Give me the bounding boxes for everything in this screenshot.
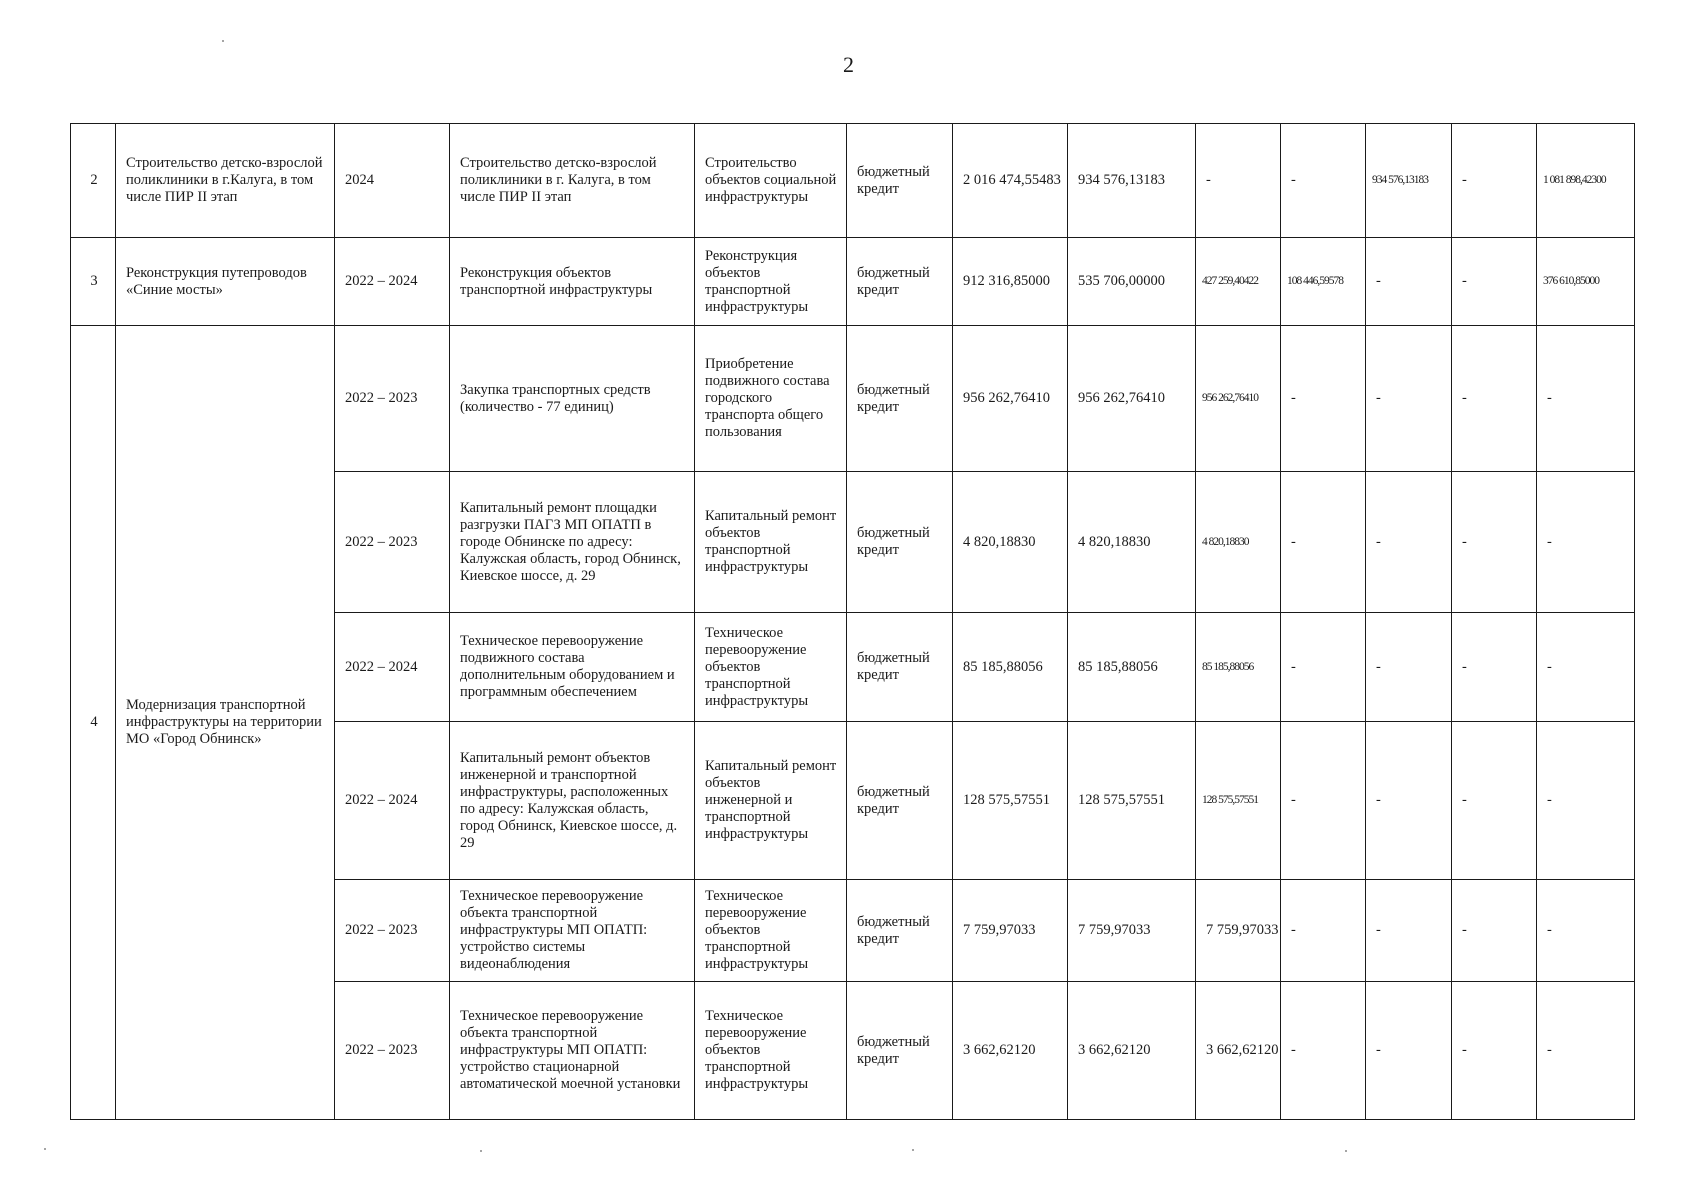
amount-cell: 128 575,57551 (1196, 722, 1281, 880)
amount-cell: 7 759,97033 (1068, 880, 1196, 982)
amount-cell: - (1537, 613, 1635, 722)
scan-speck (480, 1150, 482, 1152)
activity-cell: Строительство детско-взрослой поликлиники в г. Калуга, в том числе ПИР II этап (450, 124, 695, 238)
amount-cell: - (1537, 472, 1635, 613)
amount-cell: - (1281, 722, 1366, 880)
funding-source-cell: бюджетный кредит (847, 326, 953, 472)
amount-cell: - (1452, 238, 1537, 326)
period-cell: 2022 – 2023 (335, 326, 450, 472)
amount-total: 128 575,57551 (953, 722, 1068, 880)
amount-cell: - (1366, 238, 1452, 326)
scan-speck (912, 1149, 914, 1151)
object-type-cell: Техническое перевооружение объектов транспортной инфраструктуры (695, 880, 847, 982)
amount-cell: 934 576,13183 (1366, 124, 1452, 238)
activity-cell: Реконструкция объектов транспортной инфраструктуры (450, 238, 695, 326)
object-type-cell: Строительство объектов социальной инфраструктуры (695, 124, 847, 238)
amount-total: 912 316,85000 (953, 238, 1068, 326)
amount-cell: - (1196, 124, 1281, 238)
funding-source-cell: бюджетный кредит (847, 124, 953, 238)
amount-cell: - (1366, 722, 1452, 880)
financing-table (70, 123, 1635, 1120)
amount-cell: - (1366, 613, 1452, 722)
object-type-cell: Капитальный ремонт объектов транспортной инфраструктуры (695, 472, 847, 613)
amount-cell: - (1366, 326, 1452, 472)
amount-total: 4 820,18830 (953, 472, 1068, 613)
amount-cell: - (1281, 472, 1366, 613)
amount-cell: - (1366, 982, 1452, 1120)
amount-cell: - (1452, 880, 1537, 982)
amount-cell: 956 262,76410 (1196, 326, 1281, 472)
funding-source-cell: бюджетный кредит (847, 238, 953, 326)
period-cell: 2022 – 2023 (335, 472, 450, 613)
amount-cell: - (1281, 613, 1366, 722)
activity-cell: Техническое перевооружение объекта транспортной инфраструктуры МП ОПАТП: устройство системы видеонаблюдения (450, 880, 695, 982)
amount-cell: 85 185,88056 (1068, 613, 1196, 722)
activity-cell: Капитальный ремонт объектов инженерной и транспортной инфраструктуры, расположенных по адресу: Калужская область, город Обнинск, Киевское шоссе, д. 29 (450, 722, 695, 880)
table-row (71, 238, 1635, 326)
activity-cell: Капитальный ремонт площадки разгрузки ПАГЗ МП ОПАТП в городе Обнинске по адресу: Калужская область, город Обнинск, Киевское шоссе, д. 29 (450, 472, 695, 613)
object-type-cell: Техническое перевооружение объектов транспортной инфраструктуры (695, 613, 847, 722)
row-number: 2 (71, 124, 116, 238)
amount-cell: 128 575,57551 (1068, 722, 1196, 880)
project-name: Строительство детско-взрослой поликлиники в г.Калуга, в том числе ПИР II этап (116, 124, 335, 238)
scan-speck (1345, 1150, 1347, 1152)
funding-source-cell: бюджетный кредит (847, 722, 953, 880)
amount-cell: - (1452, 472, 1537, 613)
activity-cell: Техническое перевооружение подвижного состава дополнительным оборудованием и программным обеспечением (450, 613, 695, 722)
funding-source-cell: бюджетный кредит (847, 982, 953, 1120)
amount-total: 7 759,97033 (953, 880, 1068, 982)
funding-source-cell: бюджетный кредит (847, 880, 953, 982)
table-row (71, 326, 1635, 472)
period-cell: 2024 (335, 124, 450, 238)
amount-cell: - (1366, 880, 1452, 982)
amount-cell: - (1537, 722, 1635, 880)
period-cell: 2022 – 2024 (335, 238, 450, 326)
amount-cell: 7 759,97033 (1196, 880, 1281, 982)
amount-cell: 3 662,62120 (1068, 982, 1196, 1120)
amount-cell: 376 610,85000 (1537, 238, 1635, 326)
amount-total: 85 185,88056 (953, 613, 1068, 722)
scan-speck (222, 40, 224, 42)
amount-cell: - (1452, 982, 1537, 1120)
amount-total: 2 016 474,55483 (953, 124, 1068, 238)
amount-cell: - (1452, 124, 1537, 238)
amount-cell: 85 185,88056 (1196, 613, 1281, 722)
row-number: 4 (71, 326, 116, 1120)
amount-cell: 1 081 898,42300 (1537, 124, 1635, 238)
page-number: 2 (843, 52, 854, 77)
period-cell: 2022 – 2023 (335, 982, 450, 1120)
amount-cell: - (1537, 326, 1635, 472)
amount-total: 956 262,76410 (953, 326, 1068, 472)
amount-cell: - (1281, 326, 1366, 472)
scan-speck (44, 1148, 46, 1150)
amount-cell: 934 576,13183 (1068, 124, 1196, 238)
object-type-cell: Приобретение подвижного состава городского транспорта общего пользования (695, 326, 847, 472)
amount-cell: 956 262,76410 (1068, 326, 1196, 472)
amount-cell: 4 820,18830 (1068, 472, 1196, 613)
period-cell: 2022 – 2024 (335, 722, 450, 880)
amount-cell: - (1452, 722, 1537, 880)
funding-source-cell: бюджетный кредит (847, 613, 953, 722)
object-type-cell: Реконструкция объектов транспортной инфраструктуры (695, 238, 847, 326)
amount-cell: - (1281, 124, 1366, 238)
amount-cell: - (1281, 982, 1366, 1120)
amount-cell: - (1537, 982, 1635, 1120)
table-row (71, 124, 1635, 238)
amount-total: 3 662,62120 (953, 982, 1068, 1120)
activity-cell: Закупка транспортных средств (количество - 77 единиц) (450, 326, 695, 472)
object-type-cell: Капитальный ремонт объектов инженерной и транспортной инфраструктуры (695, 722, 847, 880)
amount-cell: 3 662,62120 (1196, 982, 1281, 1120)
amount-cell: - (1281, 880, 1366, 982)
row-number: 3 (71, 238, 116, 326)
amount-cell: - (1537, 880, 1635, 982)
amount-cell: - (1452, 613, 1537, 722)
project-name: Модернизация транспортной инфраструктуры на территории МО «Город Обнинск» (116, 326, 335, 1120)
amount-cell: - (1366, 472, 1452, 613)
funding-source-cell: бюджетный кредит (847, 472, 953, 613)
project-name: Реконструкция путепроводов «Синие мосты» (116, 238, 335, 326)
amount-cell: 4 820,18830 (1196, 472, 1281, 613)
amount-cell: 108 446,59578 (1281, 238, 1366, 326)
period-cell: 2022 – 2023 (335, 880, 450, 982)
amount-cell: 535 706,00000 (1068, 238, 1196, 326)
activity-cell: Техническое перевооружение объекта транспортной инфраструктуры МП ОПАТП: устройство стационарной автоматической моечной установки (450, 982, 695, 1120)
amount-cell: - (1452, 326, 1537, 472)
object-type-cell: Техническое перевооружение объектов транспортной инфраструктуры (695, 982, 847, 1120)
amount-cell: 427 259,40422 (1196, 238, 1281, 326)
period-cell: 2022 – 2024 (335, 613, 450, 722)
